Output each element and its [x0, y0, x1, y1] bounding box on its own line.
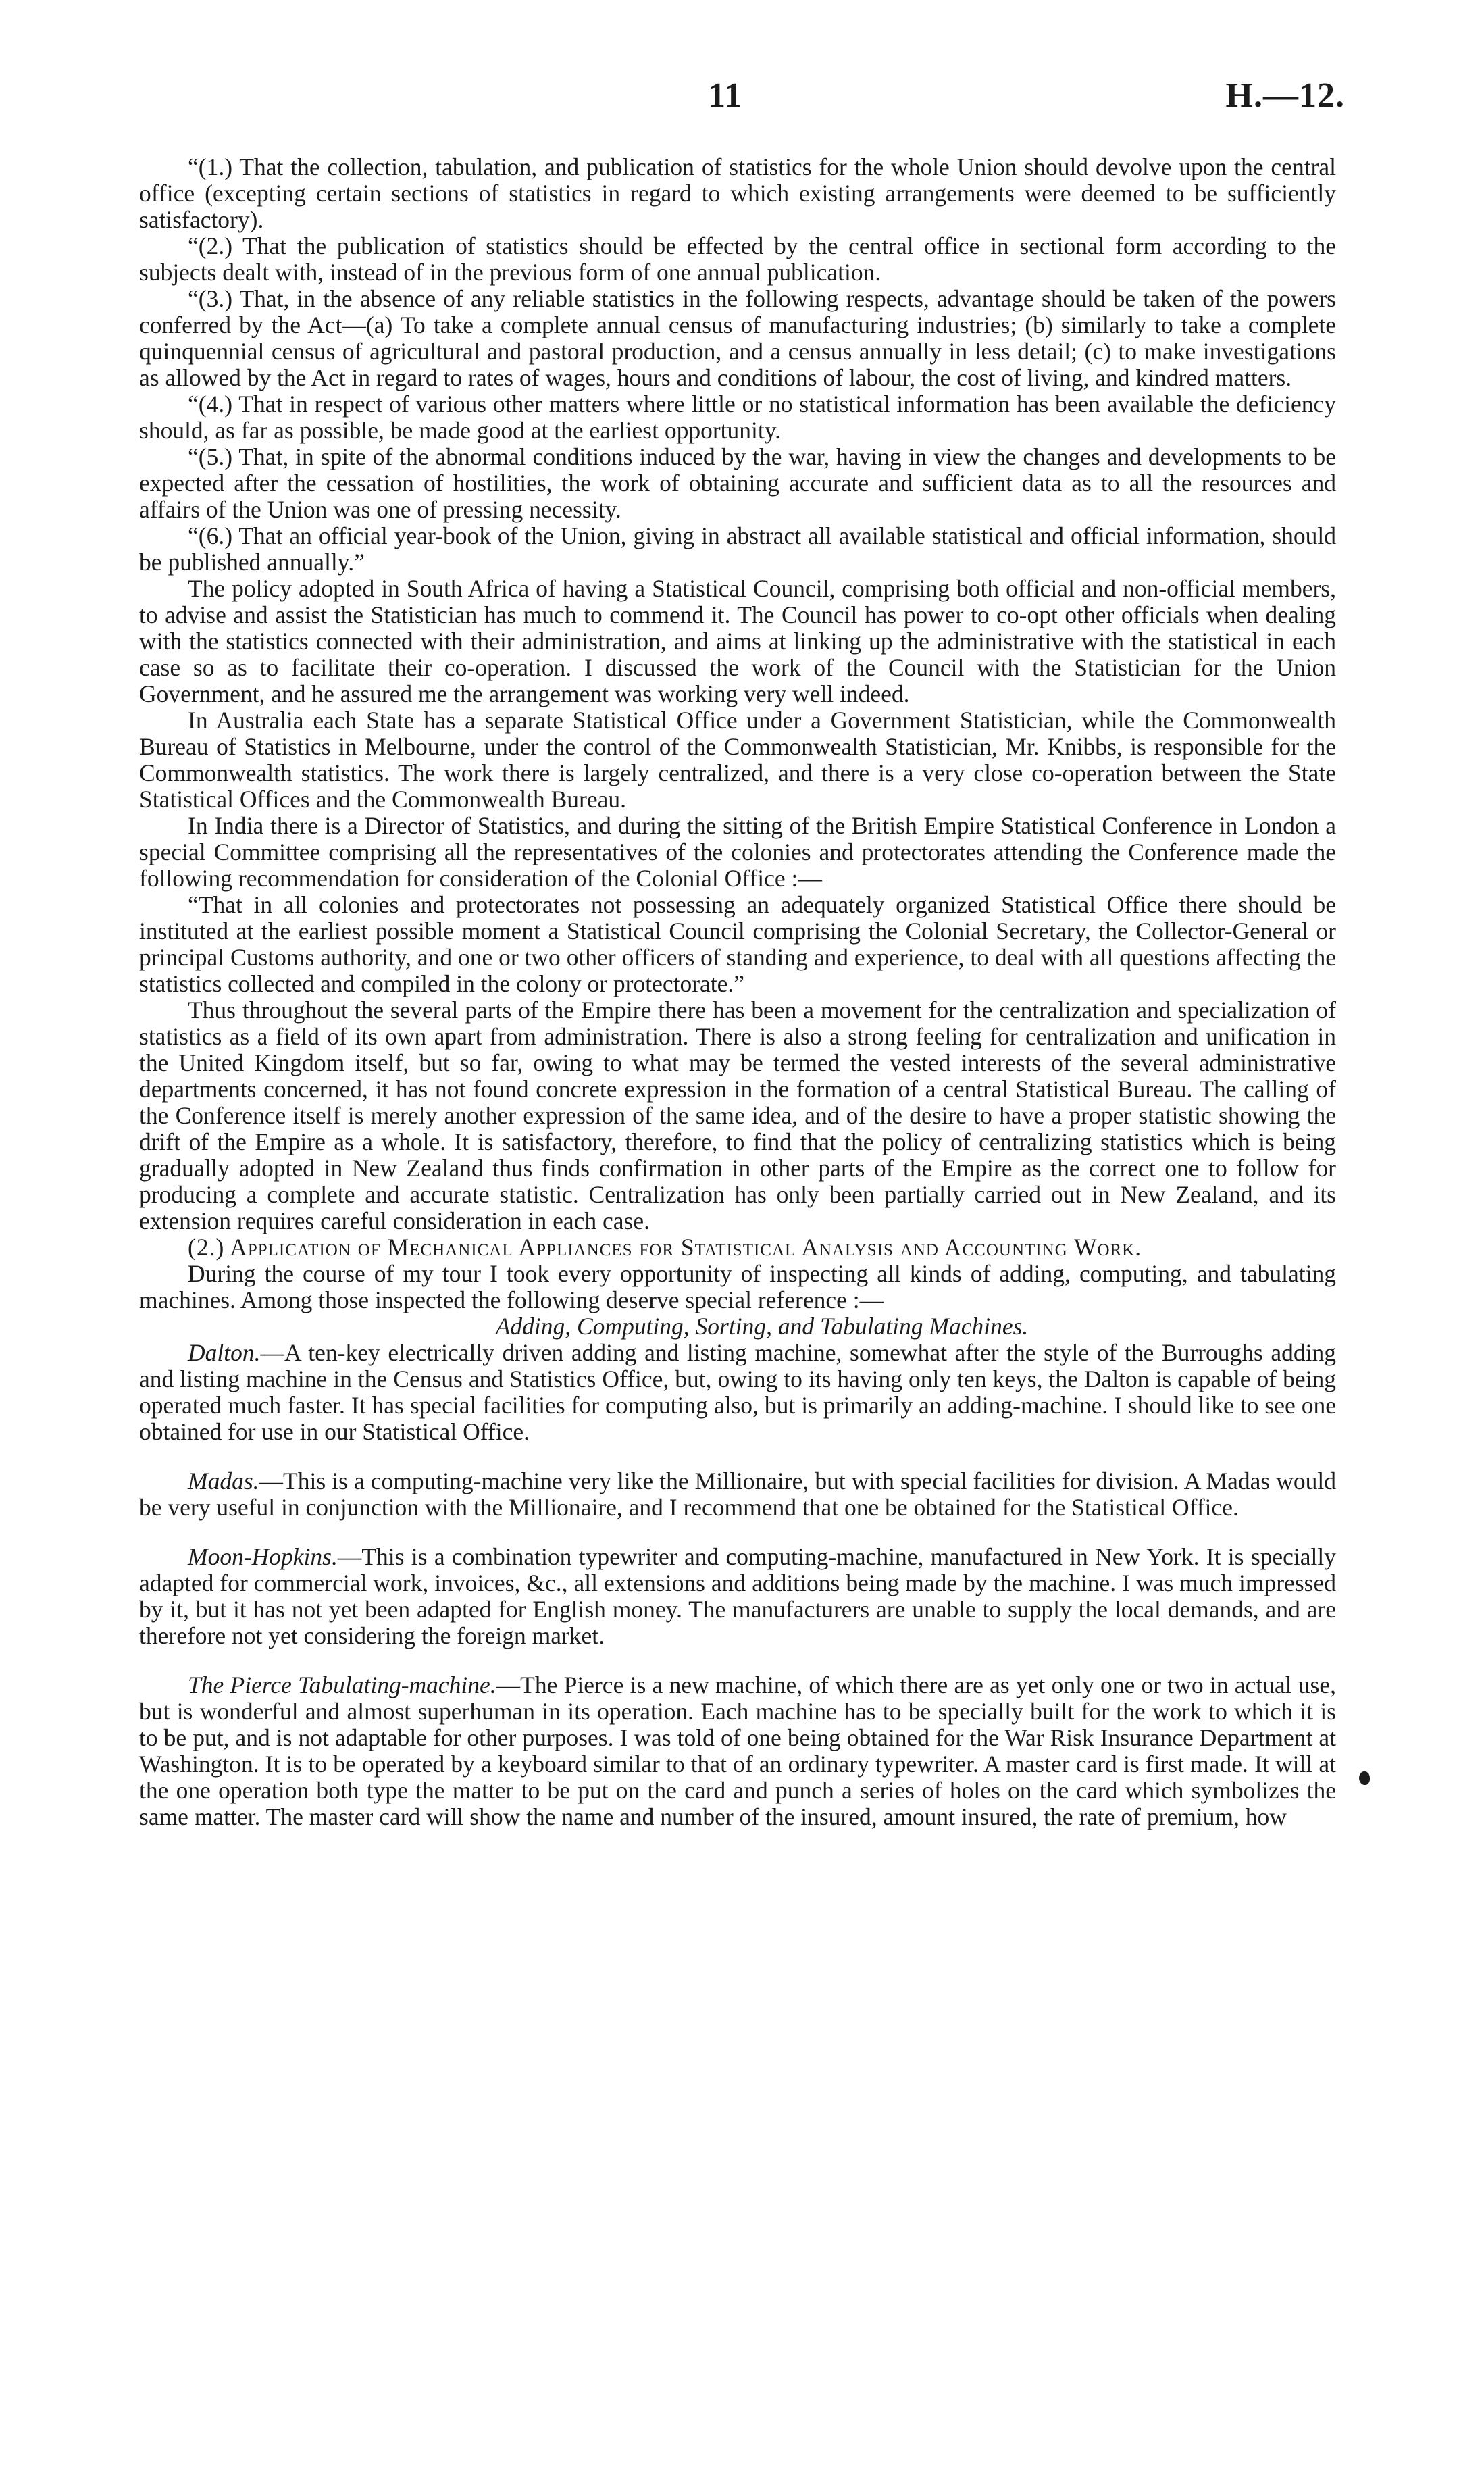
paragraph-empire-centralization: Thus throughout the several parts of the Empire there has been a movement for the centralization and specialization of statistics as a field of its own apart from administration. There is also a strong feeling for centralization and unification in the United Kingdom itself, but so far, owing to what may be termed the vested interests of the several administrative departments concerned, it has not found concrete expression in the formation of a central Statistical Bureau. The calling of the Conference itself is merely another expression of the same idea, and of the desire to have a proper statistic showing the drift of the Empire as a whole. It is satisfactory, therefore, to find that the policy of centralizing statistics which is being gradually adopted in New Zealand thus finds confirmation in other parts of the Empire as the correct one to follow for producing a complete and accurate statistic. Centralization has only been partially carried out in New Zealand, and its extension requires careful consideration in each case.: [139, 997, 1336, 1234]
machine-name-dalton: Dalton.: [188, 1339, 261, 1366]
paragraph-pierce: [139, 1672, 1336, 1830]
subheading-machines: Adding, Computing, Sorting, and Tabulating Machines.: [495, 1313, 1029, 1340]
ink-blot-mark: [1359, 1771, 1370, 1785]
machine-text-madas: —This is a computing-machine very like the Millionaire, but with special facilities for division. A Madas would be very useful in conjunction with the Millionaire, and I recommend that one be obtained for the Statistical Office.: [139, 1467, 1336, 1521]
paragraph-colonial-recommendation: “That in all colonies and protectorates not possessing an adequately organized Statistical Office there should be instituted at the earliest possible moment a Statistical Council comprising the Colonial Secretary, the Collector-General or principal Customs authority, and one or two other officers of standing and experience, to deal with all questions affecting the statistics collected and compiled in the colony or protectorate.”: [139, 891, 1336, 997]
machine-text-moon-hopkins: —This is a combination typewriter and computing-machine, manufactured in New York. It is specially adapted for commercial work, invoices, &c., all extensions and additions being made by the machine. I was much impressed by it, but it has not yet been adapted for English money. The manufacturers are unable to supply the local demands, and are therefore not yet considering the foreign market.: [139, 1543, 1336, 1649]
paragraph-recommendation-2: “(2.) That the publication of statistics should be effected by the central office in sectional form according to the subjects dealt with, instead of in the previous form of one annual publication.: [139, 232, 1336, 286]
paragraph-recommendation-3: “(3.) That, in the absence of any reliable statistics in the following respects, advantage should be taken of the powers conferred by the Act—(a) To take a complete annual census of manufacturing industries; (b) similarly to take a complete quinquennial census of agricultural and pastoral production, and a census annually in less detail; (c) to make investigations as allowed by the Act in regard to rates of wages, hours and conditions of labour, the cost of living, and kindred matters.: [139, 285, 1336, 391]
body-text: [139, 154, 1336, 1830]
machine-text-dalton: —A ten-key electrically driven adding and listing machine, somewhat after the style of the Burroughs adding and listing machine in the Census and Statistics Office, but, owing to its having only ten keys, the Dalton is capable of being operated much faster. It has special facilities for computing also, but is primarily an adding-machine. I should like to see one obtained for use in our Statistical Office.: [139, 1339, 1336, 1445]
paragraph-recommendation-6: “(6.) That an official year-book of the Union, giving in abstract all available statistical and official information, should be published annually.”: [139, 522, 1336, 576]
page-number: 11: [708, 76, 743, 115]
paragraph-recommendation-5: “(5.) That, in spite of the abnormal conditions induced by the war, having in view the changes and developments to be expected after the cessation of hostilities, the work of obtaining accurate and sufficient data as to all the resources and affairs of the Union was one of pressing necessity.: [139, 443, 1336, 523]
paragraph-australia: In Australia each State has a separate Statistical Office under a Government Statistician, while the Commonwealth Bureau of Statistics in Melbourne, under the control of the Commonwealth Statistician, Mr. Knibbs, is responsible for the Commonwealth statistics. The work there is largely centralized, and there is a very close co-operation between the State Statistical Offices and the Commonwealth Bureau.: [139, 707, 1336, 813]
paragraph-india: In India there is a Director of Statistics, and during the sitting of the British Empire Statistical Conference in London a special Committee comprising all the representatives of the colonies and protectorates attending the Conference made the following recommendation for consideration of the Colonial Office :—: [139, 812, 1336, 892]
section-heading-mechanical-appliances: (2.) Application of Mechanical Appliances for Statistical Analysis and Accounting Work.: [188, 1234, 1142, 1261]
paragraph-moon-hopkins: [139, 1544, 1336, 1649]
paragraph-recommendation-4: “(4.) That in respect of various other matters where little or no statistical information has been available the deficiency should, as far as possible, be made good at the earliest opportunity.: [139, 391, 1336, 444]
machine-name-madas: Madas.: [188, 1467, 259, 1494]
machine-name-pierce: The Pierce Tabulating-machine.: [188, 1671, 496, 1698]
paragraph-recommendation-1: “(1.) That the collection, tabulation, and publication of statistics for the whole Union should devolve upon the central office (excepting certain sections of statistics in regard to which existing arrangements were deemed to be sufficiently satisfactory).: [139, 153, 1336, 233]
paragraph-madas: [139, 1468, 1336, 1521]
paragraph-south-africa: The policy adopted in South Africa of having a Statistical Council, comprising both official and non-official members, to advise and assist the Statistician has much to commend it. The Council has power to co-opt other officials when dealing with the statistics connected with their administration, and aims at linking up the administrative with the statistical in each case so as to facilitate their co-operation. I discussed the work of the Council with the Statistician for the Union Government, and he assured me the arrangement was working very well indeed.: [139, 575, 1336, 707]
document-code: H.—12.: [1225, 76, 1345, 115]
paragraph-tour-intro: During the course of my tour I took every opportunity of inspecting all kinds of adding, computing, and tabulating machines. Among those inspected the following deserve special reference :—: [139, 1260, 1336, 1313]
machine-text-pierce: —The Pierce is a new machine, of which there are as yet only one or two in actual use, but is wonderful and almost superhuman in its operation. Each machine has to be specially built for the work to which it is to be put, and is not adaptable for other purposes. I was told of one being obtained for the War Risk Insurance Department at Washington. It is to be operated by a keyboard similar to that of an ordinary typewriter. A master card is first made. It will at the one operation both type the matter to be put on the card and punch a series of holes on the card which symbolizes the same matter. The master card will show the name and number of the insured, amount insured, the rate of premium, how: [139, 1671, 1336, 1830]
paragraph-dalton: [139, 1340, 1336, 1445]
machine-name-moon-hopkins: Moon-Hopkins.: [188, 1543, 338, 1570]
